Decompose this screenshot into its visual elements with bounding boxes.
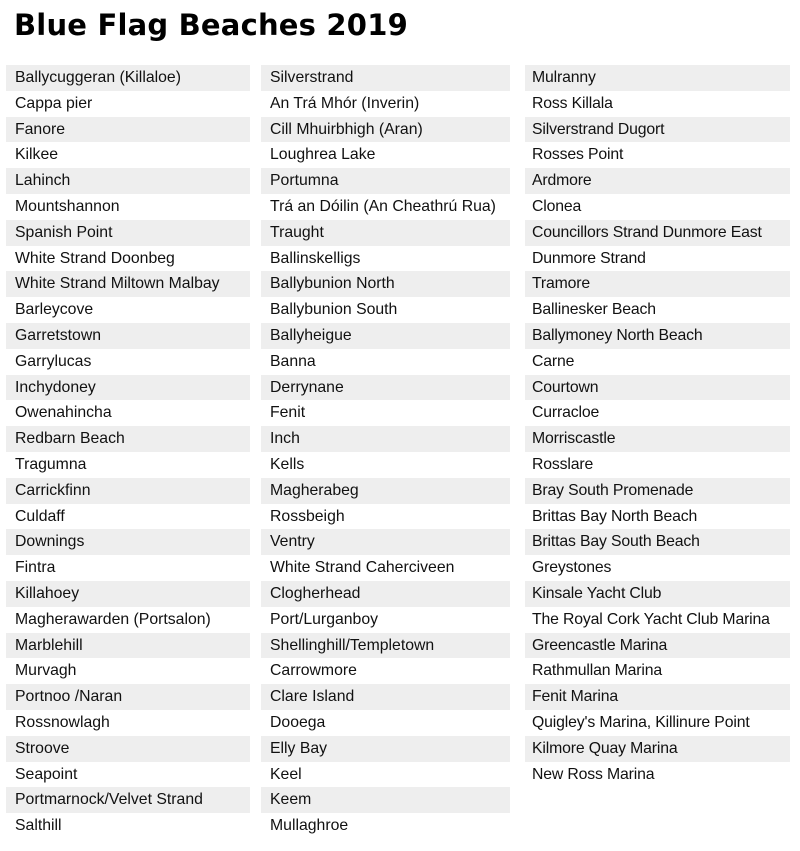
beach-list-item: Kilkee bbox=[6, 142, 250, 168]
beach-column-2 bbox=[261, 65, 510, 839]
beach-list-item: White Strand Doonbeg bbox=[6, 246, 250, 272]
beach-list-item: Redbarn Beach bbox=[6, 426, 250, 452]
beach-list-item: Carrickfinn bbox=[6, 478, 250, 504]
beach-list-item: Brittas Bay South Beach bbox=[525, 529, 790, 555]
beach-column-1 bbox=[6, 65, 250, 839]
beach-list-item: Cappa pier bbox=[6, 91, 250, 117]
beach-list-item: Salthill bbox=[6, 813, 250, 839]
beach-list-item: Keem bbox=[261, 787, 510, 813]
beach-list-item: Portumna bbox=[261, 168, 510, 194]
beach-list-item: Killahoey bbox=[6, 581, 250, 607]
beach-list-item: New Ross Marina bbox=[525, 762, 790, 788]
beach-list-item: Ballinesker Beach bbox=[525, 297, 790, 323]
beach-list-item: Banna bbox=[261, 349, 510, 375]
beach-list-item: Ross Killala bbox=[525, 91, 790, 117]
beach-list-item: Silverstrand Dugort bbox=[525, 117, 790, 143]
beach-list-item: Clonea bbox=[525, 194, 790, 220]
beach-list-item: Lahinch bbox=[6, 168, 250, 194]
beach-list-item: Seapoint bbox=[6, 762, 250, 788]
beach-list-item: Fanore bbox=[6, 117, 250, 143]
beach-list-item: Quigley's Marina, Killinure Point bbox=[525, 710, 790, 736]
beach-list-item: Ballymoney North Beach bbox=[525, 323, 790, 349]
beach-list-item: Greencastle Marina bbox=[525, 633, 790, 659]
beach-list-item: White Strand Miltown Malbay bbox=[6, 271, 250, 297]
beach-list-item: Ballinskelligs bbox=[261, 246, 510, 272]
beach-list-item: Mountshannon bbox=[6, 194, 250, 220]
beach-list-item: Cill Mhuirbhigh (Aran) bbox=[261, 117, 510, 143]
beach-list-item: Mulranny bbox=[525, 65, 790, 91]
beach-list-item: Traught bbox=[261, 220, 510, 246]
beach-list-item: Culdaff bbox=[6, 504, 250, 530]
beach-list-item: Tramore bbox=[525, 271, 790, 297]
beach-list-item: Shellinghill/Templetown bbox=[261, 633, 510, 659]
beach-list-item: Garretstown bbox=[6, 323, 250, 349]
beach-list-item: Ballyheigue bbox=[261, 323, 510, 349]
beach-list-item: Elly Bay bbox=[261, 736, 510, 762]
beach-list-item: Trá an Dóilin (An Cheathrú Rua) bbox=[261, 194, 510, 220]
beach-list-item: Magherawarden (Portsalon) bbox=[6, 607, 250, 633]
beach-list-item: Ballybunion South bbox=[261, 297, 510, 323]
beach-list-item: Kinsale Yacht Club bbox=[525, 581, 790, 607]
beach-list-item: An Trá Mhór (Inverin) bbox=[261, 91, 510, 117]
beach-list-item: Ventry bbox=[261, 529, 510, 555]
beach-list-item: Ballybunion North bbox=[261, 271, 510, 297]
beach-list-item: Brittas Bay North Beach bbox=[525, 504, 790, 530]
beach-list-item: Courtown bbox=[525, 375, 790, 401]
beach-list-item: Downings bbox=[6, 529, 250, 555]
beach-list-item: Dooega bbox=[261, 710, 510, 736]
beach-list-item: Dunmore Strand bbox=[525, 246, 790, 272]
beach-list-item: Derrynane bbox=[261, 375, 510, 401]
beach-list-item: Silverstrand bbox=[261, 65, 510, 91]
beach-list-item: Clare Island bbox=[261, 684, 510, 710]
beach-list-item: Murvagh bbox=[6, 658, 250, 684]
beach-list-item: Rosslare bbox=[525, 452, 790, 478]
beach-list-item: Fintra bbox=[6, 555, 250, 581]
beach-list-item: Portmarnock/Velvet Strand bbox=[6, 787, 250, 813]
beach-list-item: Bray South Promenade bbox=[525, 478, 790, 504]
beach-list-item: Carne bbox=[525, 349, 790, 375]
beach-list-item: Kilmore Quay Marina bbox=[525, 736, 790, 762]
beach-list-item: Stroove bbox=[6, 736, 250, 762]
page-title: Blue Flag Beaches 2019 bbox=[14, 8, 408, 42]
beach-list-item: Greystones bbox=[525, 555, 790, 581]
beach-list-item: Inchydoney bbox=[6, 375, 250, 401]
beach-list-item: Portnoo /Naran bbox=[6, 684, 250, 710]
beach-list-item: Carrowmore bbox=[261, 658, 510, 684]
beach-list-item: Rossnowlagh bbox=[6, 710, 250, 736]
beach-list-item: Owenahincha bbox=[6, 400, 250, 426]
beach-list-item: Mullaghroe bbox=[261, 813, 510, 839]
beach-list-item: Port/Lurganboy bbox=[261, 607, 510, 633]
beach-list-item: Ballycuggeran (Killaloe) bbox=[6, 65, 250, 91]
beach-list-item: The Royal Cork Yacht Club Marina bbox=[525, 607, 790, 633]
beach-list-item: Marblehill bbox=[6, 633, 250, 659]
beach-list-item: Rathmullan Marina bbox=[525, 658, 790, 684]
beach-list-item: Rossbeigh bbox=[261, 504, 510, 530]
beach-list-item: Barleycove bbox=[6, 297, 250, 323]
beach-list-item: Kells bbox=[261, 452, 510, 478]
beach-list-item: Spanish Point bbox=[6, 220, 250, 246]
beach-list-item: White Strand Caherciveen bbox=[261, 555, 510, 581]
beach-list-item: Morriscastle bbox=[525, 426, 790, 452]
beach-list-item: Garrylucas bbox=[6, 349, 250, 375]
beach-list-item: Clogherhead bbox=[261, 581, 510, 607]
beach-list-item: Loughrea Lake bbox=[261, 142, 510, 168]
beach-list-item: Ardmore bbox=[525, 168, 790, 194]
beach-list-item: Councillors Strand Dunmore East bbox=[525, 220, 790, 246]
beach-list-item: Inch bbox=[261, 426, 510, 452]
beach-list-item: Curracloe bbox=[525, 400, 790, 426]
beach-list-item: Fenit bbox=[261, 400, 510, 426]
beach-list-item: Rosses Point bbox=[525, 142, 790, 168]
beach-list-item: Keel bbox=[261, 762, 510, 788]
beach-list-item: Fenit Marina bbox=[525, 684, 790, 710]
beach-column-3 bbox=[525, 65, 790, 787]
beach-list-item: Magherabeg bbox=[261, 478, 510, 504]
beach-list-item: Tragumna bbox=[6, 452, 250, 478]
